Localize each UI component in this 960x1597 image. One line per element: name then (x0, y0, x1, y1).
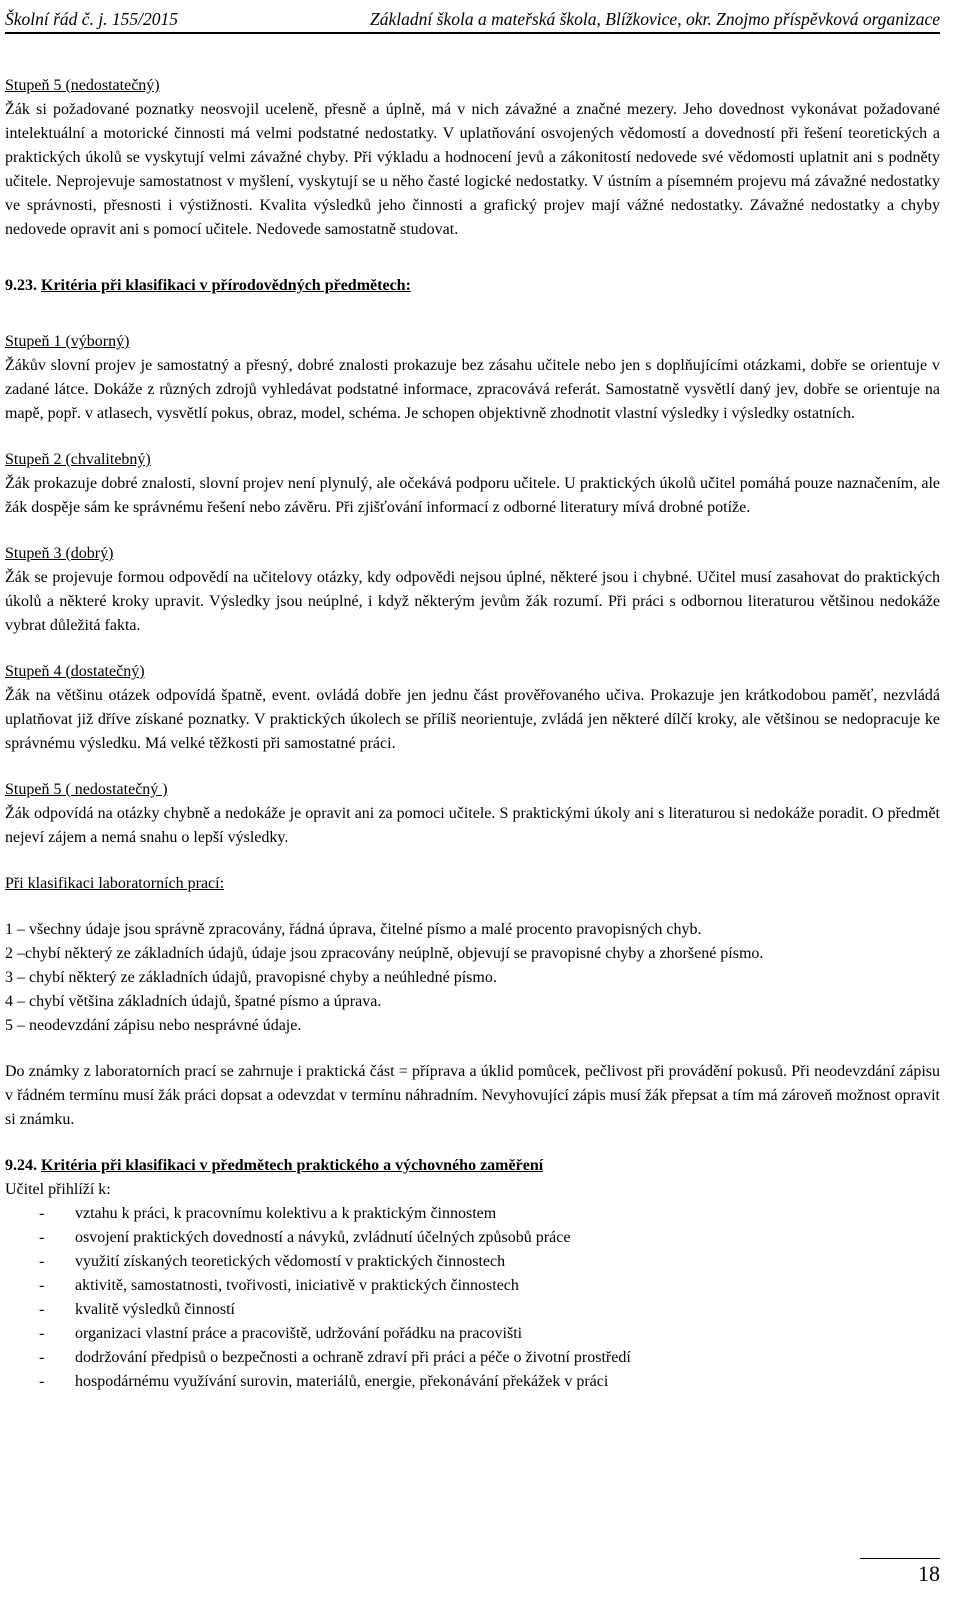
grade-title: Stupeň 1 (výborný) (5, 333, 130, 350)
list-dash: - (39, 1229, 45, 1246)
list-dash: - (39, 1325, 45, 1342)
section-9-24-number: 9.24. (5, 1157, 41, 1174)
section-9-24-title: Kritéria při klasifikaci v předmětech praktického a výchovného zaměření (41, 1157, 544, 1174)
criteria-list (5, 1202, 940, 1394)
grade-5-text: Žák si požadované poznatky neosvojil uceleně, přesně a úplně, má v nich závažné a značné mezery. Jeho dovednost vykonávat požadované intelektuální a motorické činnosti má velmi podstatné nedostatky. V uplatňování osvojených vědomostí a dovedností při řešení teoretických a praktických úkolů se vyskytují velmi závažné chyby. Při výkladu a hodnocení jevů a zákonitostí nedovede své vědomosti uplatnit ani s podněty učitele. Neprojevuje samostatnost v myšlení, vyskytují se u něho časté logické nedostatky. V ústním a písemném projevu má závažné nedostatky ve správnosti, přesnosti i výstižnosti. Kvalita výsledků jeho činnosti a grafický projev mají vážné nedostatky. Závažné nedostatky a chyby nedovede opravit ani s pomocí učitele. Nedovede samostatně studovat. (5, 101, 940, 238)
list-item (5, 1346, 940, 1370)
grade-title: Stupeň 4 (dostatečný) (5, 663, 145, 680)
list-dash: - (39, 1301, 45, 1318)
list-item-text: kvalitě výsledků činností (75, 1301, 235, 1318)
list-item-text: aktivitě, samostatnosti, tvořivosti, iniciativě v praktických činnostech (75, 1277, 519, 1294)
grade-text: Žák prokazuje dobré znalosti, slovní projev není plynulý, ale očekává podporu učitele. U praktických úkolů učitel pomáhá pouze naznačením, ale žák dospěje sám ke správnému řešení nebo závěru. Při zjišťování informací z odborné literatury mívá drobné potíže. (5, 475, 940, 516)
list-dash: - (39, 1253, 45, 1270)
list-dash: - (39, 1277, 45, 1294)
grade-5-block (5, 74, 940, 242)
page-content (5, 34, 940, 1394)
list-dash: - (39, 1205, 45, 1222)
section-9-23-heading (5, 274, 940, 298)
grade-2-block (5, 448, 940, 520)
grade-1-block (5, 330, 940, 426)
header-left: Školní řád č. j. 155/2015 (5, 9, 179, 29)
list-item (5, 1322, 940, 1346)
lab-item: 3 – chybí některý ze základních údajů, pravopisné chyby a neúhledné písmo. (5, 969, 497, 986)
list-item-text: organizaci vlastní práce a pracoviště, udržování pořádku na pracovišti (75, 1325, 523, 1342)
lab-item: 1 – všechny údaje jsou správně zpracovány, řádná úprava, čitelné písmo a malé procento pravopisných chyb. (5, 921, 702, 938)
page-header (5, 0, 940, 34)
section-9-23-title: Kritéria při klasifikaci v přírodovědných předmětech: (41, 277, 411, 294)
list-item-text: využití získaných teoretických vědomostí v praktických činnostech (75, 1253, 506, 1270)
grade-text: Žákův slovní projev je samostatný a přesný, dobré znalosti prokazuje bez zásahu učitele nebo jen s doplňujícími otázkami, dobře se orientuje v zadané látce. Dokáže z různých zdrojů vyhledávat podstatné informace, zpracovává referát. Samostatně vysvětlí daný jev, dobře se orientuje na mapě, popř. v atlasech, vysvětlí pokus, obraz, model, schéma. Je schopen objektivně zhodnotit vlastní výsledky i výsledky ostatních. (5, 357, 940, 422)
grade-title: Stupeň 2 (chvalitebný) (5, 451, 151, 468)
grade-5-title: Stupeň 5 (nedostatečný) (5, 77, 160, 94)
lab-item: 4 – chybí většina základních údajů, špatné písmo a úprava. (5, 993, 382, 1010)
list-item (5, 1298, 940, 1322)
list-item (5, 1202, 940, 1226)
lab-block (5, 872, 940, 1132)
list-dash: - (39, 1373, 45, 1390)
lab-title: Při klasifikaci laboratorních prací: (5, 875, 225, 892)
grade-title: Stupeň 3 (dobrý) (5, 545, 114, 562)
grade-text: Žák se projevuje formou odpovědí na učitelovy otázky, kdy odpovědi nejsou úplné, některé jsou i chybné. Učitel musí zasahovat do praktických úkolů a některé kroky upravit. Výsledky jsou neúplné, i když některým jevům žák rozumí. Při práci s odbornou literaturou většinou nedokáže vybrat důležitá fakta. (5, 569, 940, 634)
list-item (5, 1370, 940, 1394)
section-9-24-intro: Učitel přihlíží k: (5, 1181, 111, 1198)
list-item (5, 1274, 940, 1298)
list-item-text: osvojení praktických dovedností a návyků, zvládnutí účelných způsobů práce (75, 1229, 571, 1246)
list-item-text: vztahu k práci, k pracovnímu kolektivu a k praktickým činnostem (75, 1205, 497, 1222)
lab-item: 5 – neodevzdání zápisu nebo nesprávné údaje. (5, 1017, 302, 1034)
list-item-text: hospodárnému využívání surovin, materiálů, energie, překonávání překážek v práci (75, 1373, 609, 1390)
grade-text: Žák na většinu otázek odpovídá špatně, event. ovládá dobře jen jednu část prověřovaného učiva. Prokazuje jen krátkodobou paměť, nezvládá uplatňovat již dříve získané poznatky. V praktických úkolech se příliš neorientuje, zvládá jen některé dílčí kroky, ale většinou se nedopracuje ke správnému výsledku. Má velké těžkosti při samostatné práci. (5, 687, 940, 752)
list-item (5, 1226, 940, 1250)
grade-title: Stupeň 5 ( nedostatečný ) (5, 781, 168, 798)
grade-text: Žák odpovídá na otázky chybně a nedokáže je opravit ani za pomoci učitele. S praktickými úkoly ani s literaturou si nedokáže poradit. O předmět nejeví zájem a nemá snahu o lepší výsledky. (5, 805, 940, 846)
list-item-text: dodržování předpisů o bezpečnosti a ochraně zdraví při práci a péče o životní prostředí (75, 1349, 631, 1366)
section-9-23-number: 9.23. (5, 277, 41, 294)
list-item (5, 1250, 940, 1274)
list-dash: - (39, 1349, 45, 1366)
lab-item: 2 –chybí některý ze základních údajů, údaje jsou zpracovány neúplně, objevují se pravopisné chyby a zhoršené písmo. (5, 945, 764, 962)
page-number: 18 (860, 1558, 940, 1587)
grade-4-block (5, 660, 940, 756)
header-right: Základní škola a mateřská škola, Blížkovice, okr. Znojmo příspěvková organizace (370, 9, 940, 29)
lab-note: Do známky z laboratorních prací se zahrnuje i praktická část = příprava a úklid pomůcek, pečlivost při provádění pokusů. Při neodevzdání zápisu v řádném termínu musí žák práci dopsat a odevzdat v termínu náhradním. Nevyhovující zápis musí žák přepsat a tím má zároveň možnost opravit si známku. (5, 1063, 940, 1128)
grade-5-natural-block (5, 778, 940, 850)
section-9-24-heading (5, 1154, 940, 1178)
grade-3-block (5, 542, 940, 638)
